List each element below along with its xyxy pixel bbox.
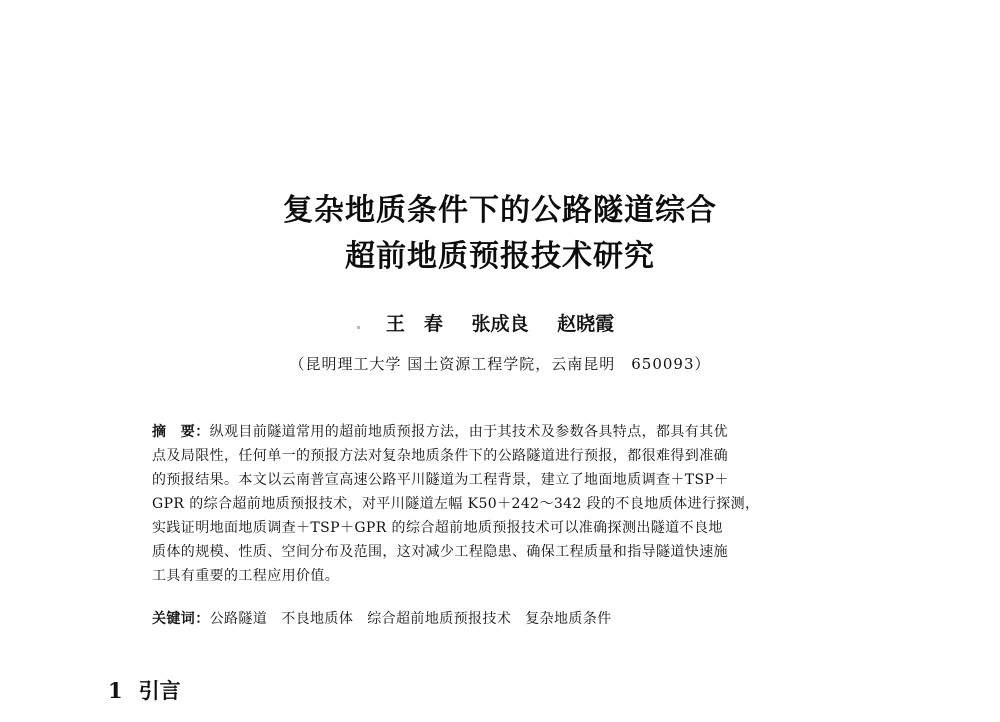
- paper-title-line-2: 超前地质预报技术研究: [345, 239, 655, 274]
- author-affiliation: （昆明理工大学 国土资源工程学院，云南昆明 650093）: [289, 355, 711, 373]
- author-name: 张成良: [471, 313, 529, 335]
- keywords-label: 关键词：: [152, 611, 210, 627]
- abstract: [152, 420, 852, 588]
- keyword-item: 不良地质体: [281, 611, 354, 627]
- section-heading: [108, 676, 181, 706]
- abstract-line: 的预报结果。本文以云南普宣高速公路平川隧道为工程背景，建立了地面地质调查＋TSP＋: [152, 472, 729, 488]
- keyword-item: 公路隧道: [209, 611, 268, 627]
- abstract-text: 纵观目前隧道常用的超前地质预报方法，由于其技术及参数各具特点，都具有其优: [209, 424, 729, 440]
- keyword-item: 复杂地质条件: [525, 611, 612, 627]
- section-title: 引言: [138, 679, 181, 703]
- author-name: 赵晓霞: [557, 313, 615, 335]
- keywords: [152, 607, 852, 631]
- paper-title-line-1: 复杂地质条件下的公路隧道综合: [283, 193, 717, 228]
- author-name: 王 春: [385, 313, 443, 335]
- section-number: 1: [108, 678, 123, 703]
- abstract-line: 质体的规模、性质、空间分布及范围，这对减少工程隐患、确保工程质量和指导隧道快速施: [152, 544, 728, 560]
- abstract-line: 点及局限性，任何单一的预报方法对复杂地质条件下的公路隧道进行预报，都很难得到准确: [152, 448, 728, 464]
- abstract-line: 实践证明地面地质调查＋TSP＋GPR 的综合超前地质预报技术可以准确探测出隧道不良地: [152, 520, 723, 536]
- abstract-label: 摘 要：: [152, 424, 210, 440]
- abstract-line: 工具有重要的工程应用价值。: [152, 568, 340, 584]
- abstract-line: GPR 的综合超前地质预报技术，对平川隧道左幅 K50＋242～342 段的不良地质体进行探测，: [152, 496, 760, 512]
- abstract-line: [152, 420, 852, 444]
- keyword-item: 综合超前地质预报技术: [367, 611, 512, 627]
- author-list: [0, 311, 1000, 337]
